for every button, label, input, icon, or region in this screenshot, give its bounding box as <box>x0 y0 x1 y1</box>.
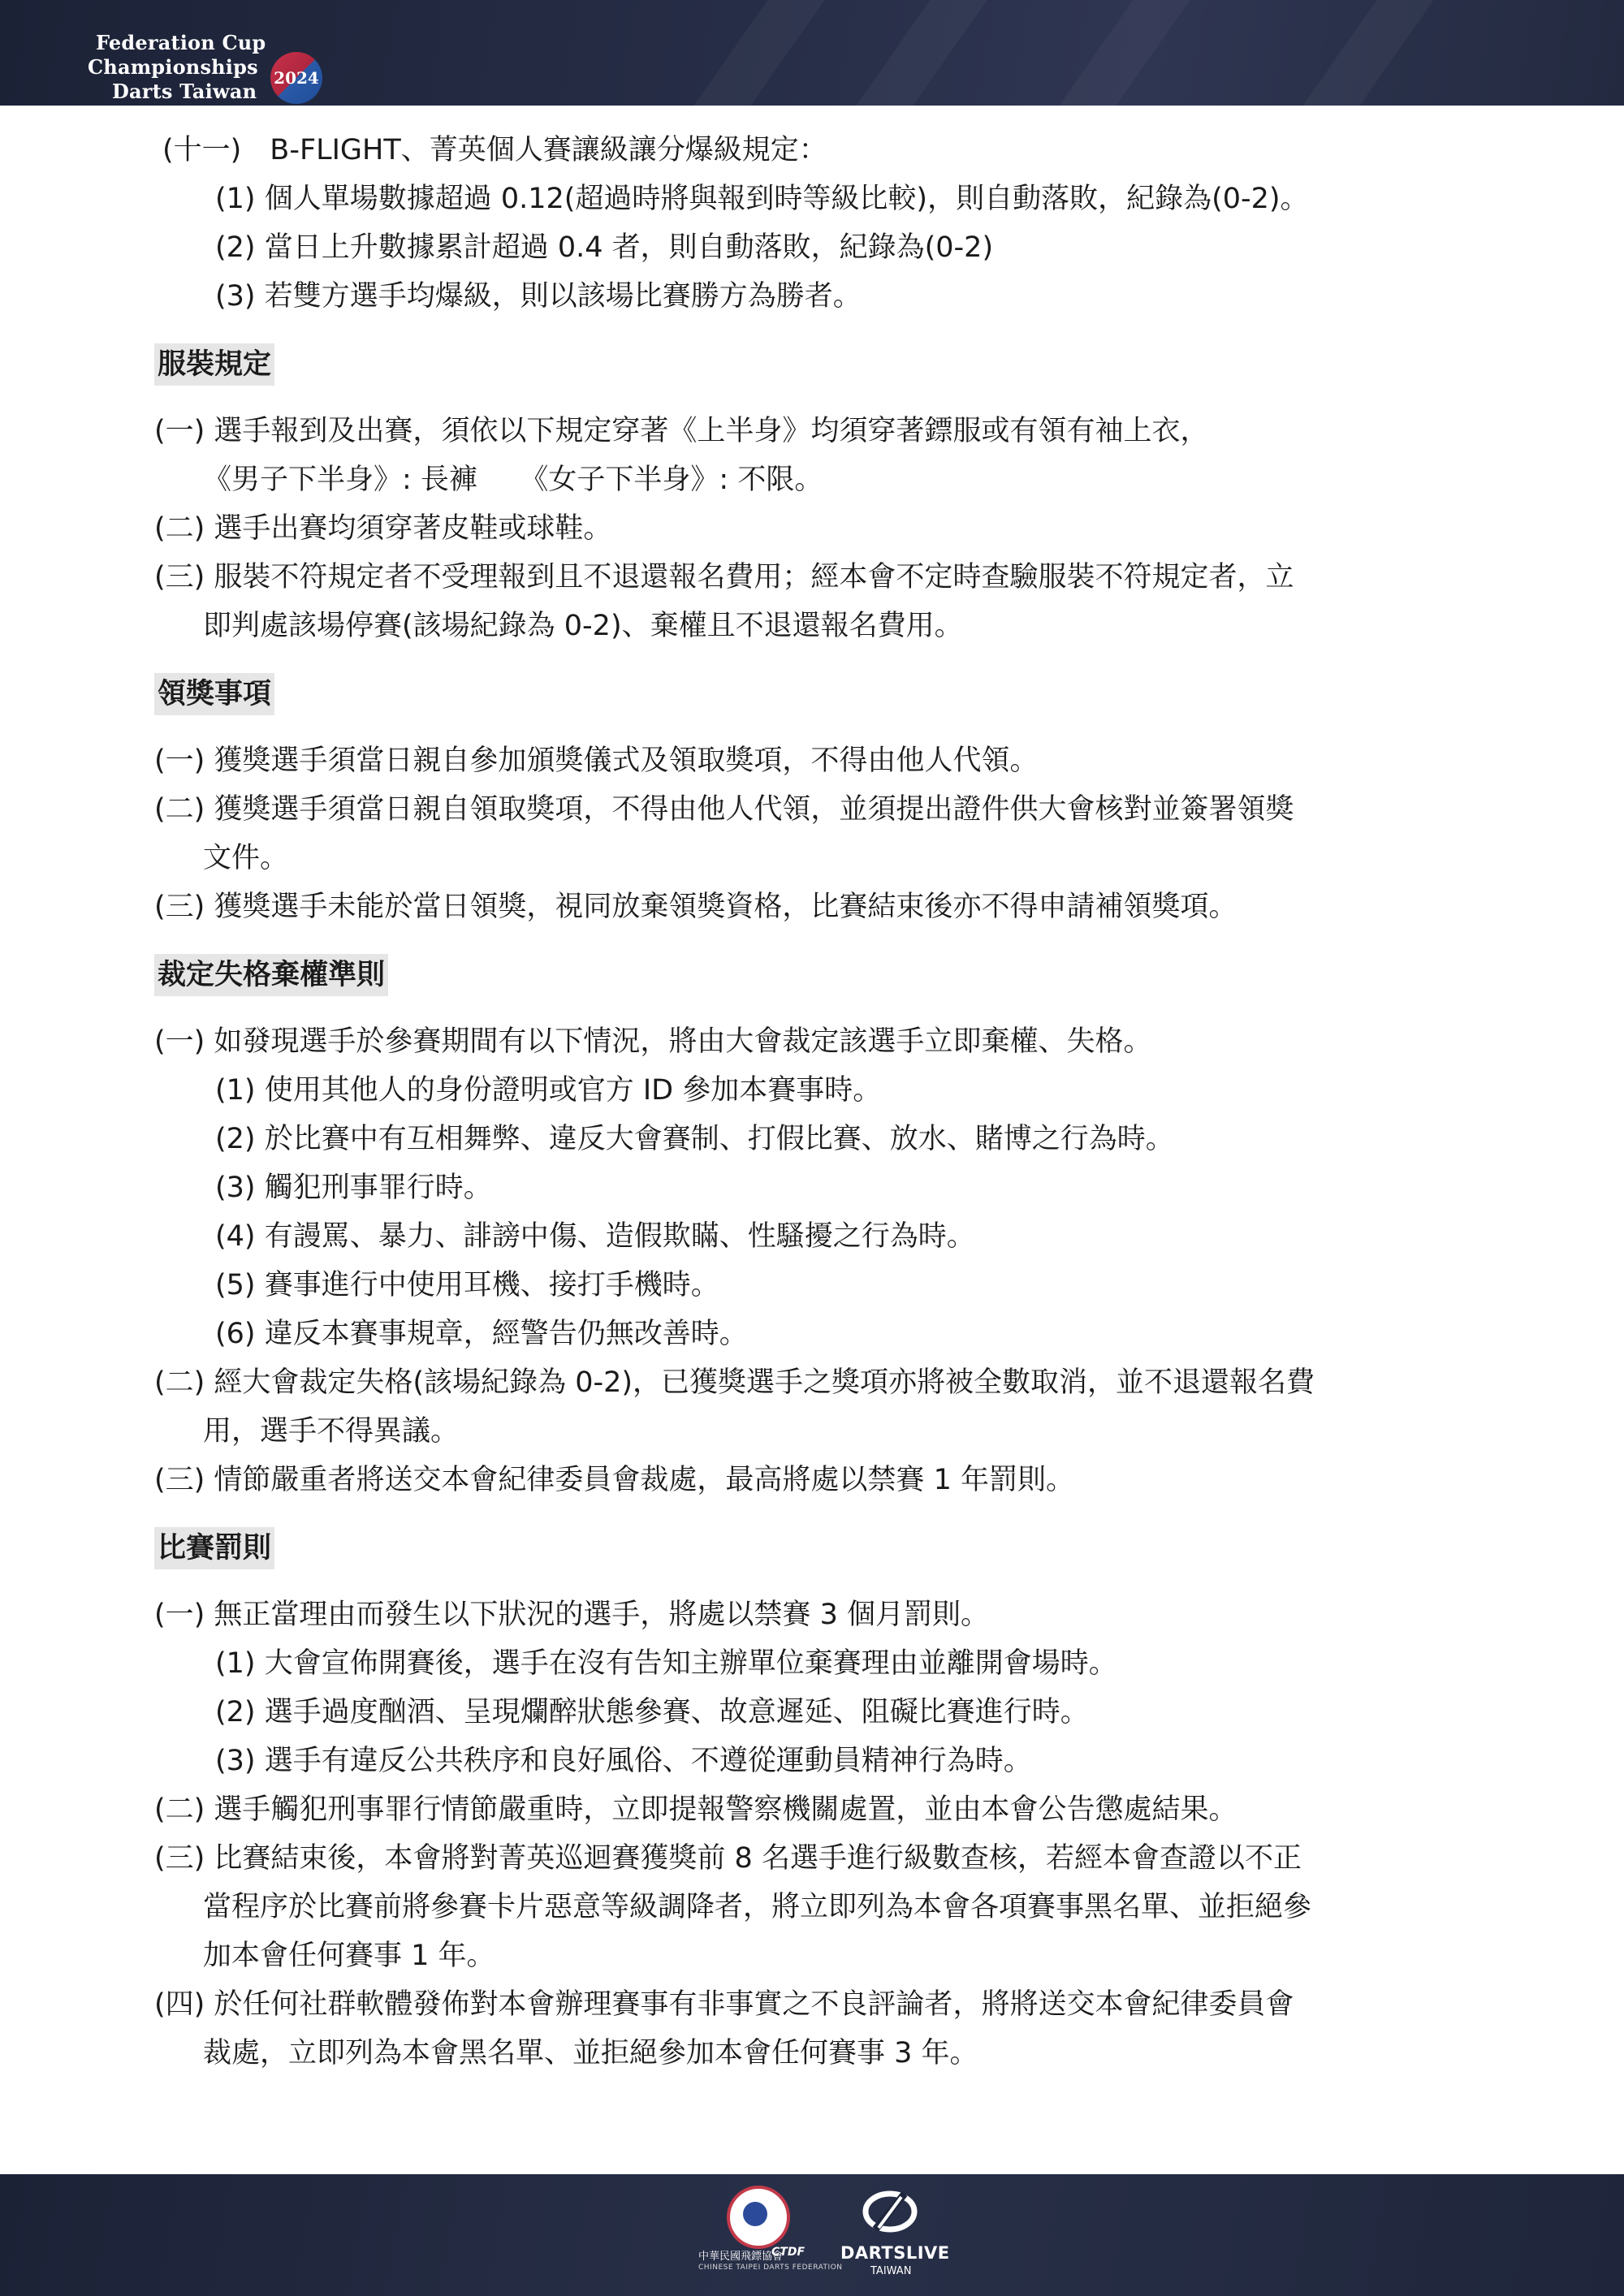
footer-banner <box>0 2174 1624 2296</box>
list-item: (3) 若雙方選手均爆級，則以該場比賽勝方為勝者。 <box>215 280 862 313</box>
sub-list-item: (4) 有謾罵、暴力、誹謗中傷、造假欺瞞、性騷擾之行為時。 <box>215 1220 975 1253</box>
sub-list-item: (6) 違反本賽事規章，經警告仍無改善時。 <box>215 1318 748 1350</box>
list-item: (四) 於任何社群軟體發佈對本會辦理賽事有非事實之不良評論者，將將送交本會紀律委員會 <box>154 1988 1294 2021</box>
sub-list-item: (1) 大會宣佈開賽後，選手在沒有告知主辦單位棄賽理由並離開會場時。 <box>215 1647 1117 1680</box>
list-item: (一) 無正當理由而發生以下狀況的選手，將處以禁賽 3 個月罰則。 <box>154 1599 989 1631</box>
list-item: (一) 選手報到及出賽，須依以下規定穿著《上半身》均須穿著鏢服或有領有袖上衣， <box>154 415 1209 447</box>
ctdf-badge: CTDF <box>771 2246 806 2259</box>
logo-line-2: Championships <box>88 55 258 79</box>
section-title-penalties: 比賽罰則 <box>154 1527 274 1569</box>
list-item: (二) 選手出賽均須穿著皮鞋或球鞋。 <box>154 512 612 545</box>
sub-list-item: (3) 選手有違反公共秩序和良好風俗、不遵從運動員精神行為時。 <box>215 1745 1032 1777</box>
section-title-dress-code: 服裝規定 <box>154 343 274 386</box>
ctdf-chinese-name: 中華民國飛鏢協會 <box>698 2251 784 2263</box>
sub-list-item: (5) 賽事進行中使用耳機、接打手機時。 <box>215 1269 719 1301</box>
list-item: (二) 經大會裁定失格(該場紀錄為 0-2)，已獲獎選手之獎項亦將被全數取消，並不退還報名費 <box>154 1366 1315 1399</box>
federation-cup-logo <box>88 23 348 104</box>
dartslive-name: DARTSLIVE <box>840 2243 950 2263</box>
list-item: (三) 情節嚴重者將送交本會紀律委員會裁處，最高將處以禁賽 1 年罰則。 <box>154 1464 1074 1496</box>
sub-list-item: (2) 選手過度酗酒、呈現爛醉狀態參賽、故意遲延、阻礙比賽進行時。 <box>215 1696 1089 1728</box>
dartslive-logo-icon <box>859 2189 921 2234</box>
list-item: (三) 服裝不符規定者不受理報到且不退還報名費用；經本會不定時查驗服裝不符規定者，立 <box>154 561 1294 593</box>
sub-list-item: (2) 於比賽中有互相舞弊、違反大會賽制、打假比賽、放水、賭博之行為時。 <box>215 1123 1174 1155</box>
list-item: (2) 當日上升數據累計超過 0.4 者，則自動落敗，紀錄為(0-2) <box>215 231 994 264</box>
list-item: (二) 獲獎選手須當日親自領取獎項，不得由他人代領，並須提出證件供大會核對並簽署領獎 <box>154 793 1294 826</box>
dartslive-taiwan: TAIWAN <box>870 2265 912 2277</box>
section-title-disqualification: 裁定失格棄權準則 <box>154 954 388 996</box>
logo-year-badge: 2024 <box>270 52 322 104</box>
list-item-continuation: 文件。 <box>203 842 289 874</box>
list-item: (二) 選手觸犯刑事罪行情節嚴重時，立即提報警察機關處置，並由本會公告懲處結果。 <box>154 1793 1237 1826</box>
logo-line-3: Darts Taiwan <box>112 80 257 103</box>
list-item: (三) 獲獎選手未能於當日領獎，視同放棄領獎資格，比賽結束後亦不得申請補領獎項。 <box>154 891 1237 923</box>
document-body <box>154 126 1494 2078</box>
list-item-continuation: 《男子下半身》: 長褲 《女子下半身》: 不限。 <box>203 464 823 496</box>
list-item: (一) 獲獎選手須當日親自參加頒獎儀式及領取獎項，不得由他人代領。 <box>154 744 1039 777</box>
sub-list-item: (3) 觸犯刑事罪行時。 <box>215 1172 492 1204</box>
list-item-continuation: 當程序於比賽前將參賽卡片惡意等級調降者，將立即列為本會各項賽事黑名單、並拒絕參 <box>203 1891 1312 1923</box>
list-item: (三) 比賽結束後，本會將對菁英巡迴賽獲獎前 8 名選手進行級數查核，若經本會查證以不正 <box>154 1842 1302 1875</box>
ctdf-english-name: CHINESE TAIPEI DARTS FEDERATION <box>698 2264 843 2272</box>
list-item-continuation: 用，選手不得異議。 <box>203 1415 460 1448</box>
logo-line-1: Federation Cup <box>96 31 266 54</box>
list-item-continuation: 加本會任何賽事 1 年。 <box>203 1940 495 1972</box>
section-title-awards: 領獎事項 <box>154 673 274 715</box>
sub-list-item: (1) 使用其他人的身份證明或官方 ID 參加本賽事時。 <box>215 1074 882 1107</box>
list-item: (一) 如發現選手於參賽期間有以下情況，將由大會裁定該選手立即棄權、失格。 <box>154 1025 1152 1058</box>
header-banner <box>0 0 1624 106</box>
list-item-continuation: 裁處，立即列為本會黑名單、並拒絕參加本會任何賽事 3 年。 <box>203 2037 978 2069</box>
list-item: (1) 個人單場數據超過 0.12(超過時將與報到時等級比較)，則自動落敗，紀錄為(0-2)。 <box>215 183 1309 215</box>
ctdf-emblem-icon <box>727 2186 790 2249</box>
list-item-continuation: 即判處該場停賽(該場紀錄為 0-2)、棄權且不退還報名費用。 <box>203 610 963 642</box>
section-11-heading: (十一) B-FLIGHT、菁英個人賽讓級讓分爆級規定： <box>162 134 827 166</box>
